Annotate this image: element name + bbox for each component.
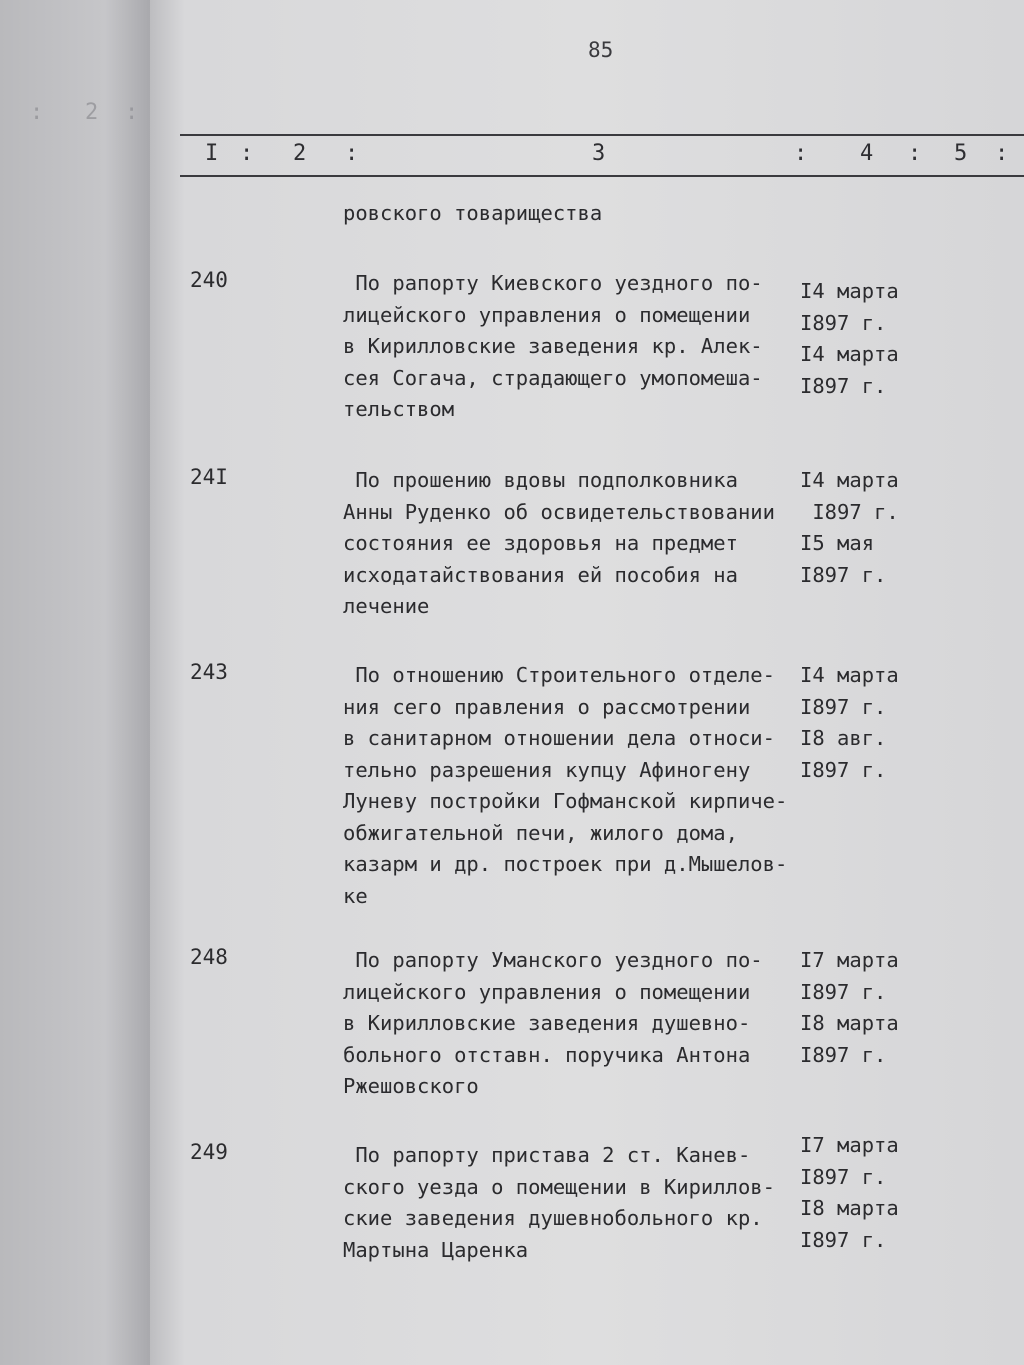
- col-header-5: 5: [954, 141, 968, 166]
- col-separator: :: [794, 141, 808, 166]
- entry-dates: I4 марта I897 г. I8 авг. I897 г.: [800, 663, 899, 782]
- bleed-through-mark: 2: [85, 100, 99, 125]
- entry-number: 248: [190, 945, 228, 969]
- entry-number: 240: [190, 268, 228, 292]
- col-header-4: 4: [860, 141, 874, 166]
- facing-page-edge: [0, 0, 150, 1365]
- entry-description: ровского товарищества: [343, 201, 603, 225]
- col-separator: :: [345, 141, 359, 166]
- bleed-through-mark: :: [30, 100, 44, 125]
- entry-dates: I7 марта I897 г. I8 марта I897 г.: [800, 1133, 899, 1252]
- bleed-through-mark: :: [125, 100, 139, 125]
- entry-number: 243: [190, 660, 228, 684]
- entry-dates: I4 марта I897 г. I5 мая I897 г.: [800, 468, 899, 587]
- entry-dates: I4 марта I897 г. I4 марта I897 г.: [800, 279, 899, 398]
- col-header-3: 3: [592, 141, 606, 166]
- document-page: [150, 0, 1024, 1365]
- entry-description: По рапорту Киевского уездного по- лицейского управления о помещении в Кирилловские заведения кр. Алек- сея Согача, страдающего умопомеша- тельством: [343, 271, 763, 421]
- entry-description: По рапорту пристава 2 ст. Канев- ского уезда о помещении в Кириллов- ские заведения душевнобольного кр. Мартына Царенка: [343, 1143, 775, 1262]
- entry-description: По отношению Строительного отделе- ния сего правления о рассмотрении в санитарном отношении дела относи- тельно разрешения купцу Афиногену Луневу постройки Гофманской кирпиче- обжигательной печи, жилого дома, казарм и др. построек при д.Мышелов- ке: [343, 663, 788, 908]
- col-separator: :: [995, 141, 1009, 166]
- entry-number: 24I: [190, 465, 228, 489]
- entry-description: По рапорту Уманского уездного по- лицейского управления о помещении в Кирилловские заведения душевно- больного отставн. поручика Антона Ржешовского: [343, 948, 763, 1098]
- entry-description: По прошению вдовы подполковника Анны Руденко об освидетельствовании состояния ее здоровья на предмет исходатайствования ей пособия на лечение: [343, 468, 775, 618]
- header-rule-top: [180, 134, 1024, 136]
- col-separator: :: [908, 141, 922, 166]
- page-number: 85: [588, 38, 614, 62]
- col-header-1: I: [205, 141, 219, 166]
- entry-number: 249: [190, 1140, 228, 1164]
- header-rule-bottom: [180, 175, 1024, 177]
- col-separator: :: [240, 141, 254, 166]
- entry-dates: I7 марта I897 г. I8 марта I897 г.: [800, 948, 899, 1067]
- col-header-2: 2: [293, 141, 307, 166]
